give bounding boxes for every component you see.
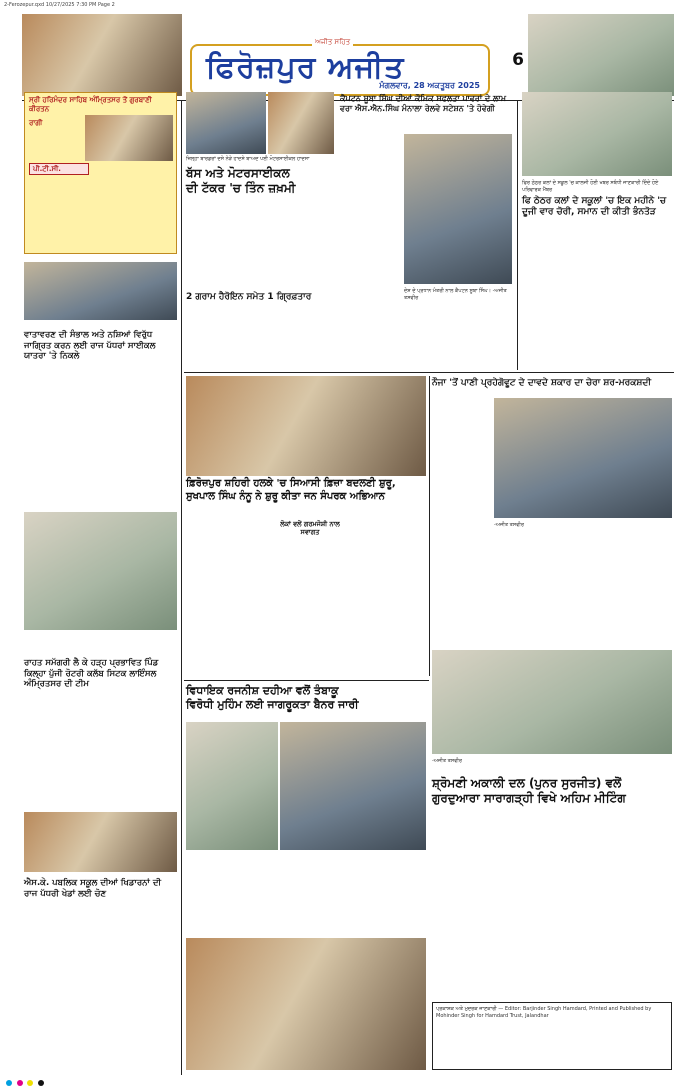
mla-text	[186, 852, 426, 932]
akali-text	[432, 812, 672, 1002]
masthead-left-photo	[22, 14, 182, 96]
golden-temple-photo	[85, 115, 173, 161]
school-theft-headline: ਫਿ ਠੇਠਰ ਕਲਾਂ ਦੇ ਸਕੂਲਾਂ 'ਚ ਇਕ ਮਹੀਨੇ 'ਚ ਦੂਜੀ ਵਾਰ ਚੋਰੀ, ਸਮਾਨ ਦੀ ਕੀਤੀ ਭੰਨਤੋੜ	[522, 196, 667, 218]
column-rule-1	[181, 100, 182, 1075]
school-theft-text	[522, 232, 672, 370]
school-theft-caption: ਫਿਰ ਠੇਠਰ ਕਲਾਂ ਦੇ ਸਕੂਲ 'ਚ ਕਾਲਜੀ ਹੋਈ ਖਬਰ ਸਬੰਧੀ ਜਾਣਕਾਰੀ ਦਿੰਦੇ ਹੋਏ ਪਰਿਵਾਰਕ ਮੈਂਬਰ	[522, 180, 659, 193]
heroin-text	[186, 310, 336, 370]
gurbani-box-subtitle: ਰਾਗੀ	[29, 118, 43, 127]
print-footer	[0, 1078, 687, 1089]
captain-modi-caption: ਦੇਸ਼ ਦੇ ਪ੍ਰਧਾਨ ਮੰਤਰੀ ਨਾਲ ਕੈਪਟਨ ਸੂਬਾ ਸਿੰਘ। -ਅਜੀਤ ਤਸਵੀਰ	[404, 288, 507, 301]
masthead-date: ਮੰਗਲਵਾਰ, 28 ਅਕਤੂਬਰ 2025	[379, 81, 480, 90]
black-dot	[38, 1080, 44, 1086]
bus-accident-photo-2	[268, 92, 334, 154]
masthead-title: ਫਿਰੋਜ਼ਪੁਰ ਅਜੀਤ	[206, 50, 405, 85]
publisher-note: ਪ੍ਰਕਾਸ਼ਕ ਅਤੇ ਮੁਦਰਕ ਜਾਣਕਾਰੀ — Editor: Barjinder Singh Hamdard, Printed and Published by Mohinder Singh for Hamdard Trust, Jalandhar	[436, 1006, 652, 1019]
column-rule-2	[517, 100, 518, 370]
masthead-tagline: ਅਜੀਤ ਸਹਿਤ	[312, 38, 353, 47]
akali-meeting-photo	[186, 938, 426, 1070]
print-info-strip: 2-Ferozepur.qxd 10/27/2025 7:30 PM Page 2	[4, 2, 115, 8]
gurbani-box	[24, 92, 177, 254]
cyan-dot	[6, 1080, 12, 1086]
school-theft-photo	[522, 92, 672, 176]
gurbani-box-title: ਸ੍ਰੀ ਹਰਿਮੰਦਰ ਸਾਹਿਬ ਅੰਮ੍ਰਿਤਸਰ ਤੋਂ ਗੁਰਬਾਣੀ ਕੀਰਤਨ	[29, 96, 152, 113]
column-rule-3	[429, 376, 430, 676]
publisher-box	[432, 1002, 672, 1070]
ptc-badge	[29, 163, 89, 175]
captain-text-2	[340, 300, 515, 368]
yellow-dot	[27, 1080, 33, 1086]
captain-text	[340, 134, 402, 312]
water-photo	[494, 398, 672, 518]
campaign-text	[186, 510, 426, 678]
relief-team-photo	[24, 512, 177, 630]
akali-group-photo	[432, 650, 672, 754]
campaign-subhead: ਲੋਕਾਂ ਵਲੋਂ ਗਰਮਜੋਸ਼ੀ ਨਾਲ ਸਵਾਗਤ	[280, 520, 340, 537]
water-text-2	[432, 530, 672, 648]
heroin-headline: 2 ਗਰਾਮ ਹੈਰੋਇਨ ਸਮੇਤ 1 ਗ੍ਰਿਫ਼ਤਾਰ	[186, 292, 312, 302]
cycle-rally-photo	[24, 262, 177, 320]
masthead	[190, 38, 490, 96]
captain-headline: ਕੈਪਟਨ ਸੂਬਾ ਸਿੰਘ ਦੀਆਂ ਕੌਮਿਕ ਸਫਲਤਾ ਪਾਵਰਾਂ ਦੇ ਲਾਮ ਵਰਾ ਐਸ.ਐਨ.ਸਿੰਘ ਮੰਨਾਲਾ ਰੇਲਵੇ ਸਟੇਸ਼ਨ 'ਤੇ ਹੋਵੇਗੀ	[340, 94, 506, 113]
mla-photo-1	[186, 722, 278, 850]
section-rule-2	[184, 680, 429, 681]
bus-accident-text	[186, 210, 336, 296]
gurbani-schedule-text	[29, 179, 173, 249]
page-number: 6	[512, 50, 524, 70]
water-headline: ਨੌਜਾ 'ਤੋਂ ਪਾਣੀ ਪ੍ਰਹੇਗੋਵੂਟ ਦੇ ਦਾਵਦੇ ਸ਼ਕਾਰ ਦਾ ਚੇਰਾ ਸ਼ਰ-ਮਰਕਸ਼ਦੀ	[432, 378, 652, 388]
water-text	[432, 396, 492, 524]
bus-accident-headline: ਬੱਸ ਅਤੇ ਮੋਟਰਸਾਈਕਲ ਦੀ ਟੱਕਰ 'ਚ ਤਿੰਨ ਜ਼ਖ਼ਮੀ	[186, 166, 296, 195]
water-caption: -ਅਜੀਤ ਤਸਵੀਰ	[494, 522, 524, 528]
mla-photo-2	[280, 722, 426, 850]
bus-accident-photo-1	[186, 92, 266, 154]
sports-text	[24, 916, 177, 1070]
sports-headline: ਐਸ.ਕੇ. ਪਬਲਿਕ ਸਕੂਲ ਦੀਆਂ ਖਿਡਾਰਨਾਂ ਦੀ ਰਾਜ ਪੱਧਰੀ ਖੇਡਾਂ ਲਈ ਚੋਣ	[24, 878, 161, 899]
mla-banner-headline: ਵਿਧਾਇਕ ਰਜਨੀਸ਼ ਦਹੀਆ ਵਲੋਂ ਤੰਬਾਕੂ ਵਿਰੋਧੀ ਮੁਹਿੰਮ ਲਈ ਜਾਗਰੂਕਤਾ ਬੈਨਰ ਜਾਰੀ	[186, 684, 359, 711]
campaign-photo	[186, 376, 426, 476]
section-rule-1	[184, 372, 674, 373]
cycle-rally-headline: ਵਾਤਾਵਰਣ ਦੀ ਸੰਭਾਲ ਅਤੇ ਨਸ਼ਿਆਂ ਵਿਰੁੱਧ ਜਾਗ੍ਰਿਤ ਕਰਨ ਲਈ ਰਾਜ ਪੱਧਰਾਂ ਸਾਈਕਲ ਯਾਤਰਾ 'ਤੇ ਨਿਕਲੇ	[24, 330, 156, 362]
masthead-right-photo	[528, 14, 674, 96]
akali-headline: ਸ਼੍ਰੋਮਣੀ ਅਕਾਲੀ ਦਲ (ਪੁਨਰ ਸੁਰਜੀਤ) ਵਲੋਂ ਗੁਰਦੁਆਰਾ ਸਾਰਾਗੜ੍ਹੀ ਵਿਖੇ ਅਹਿਮ ਮੀਟਿੰਗ	[432, 776, 626, 805]
bus-accident-caption: ਜ਼ਿਲ੍ਹਾ ਬਾਰਡਰਾਂ ਦਸੇ ਨੇੜੇ ਹਾਦਸੇ ਬਾਅਦ ਪਈ ਮੋਟਰਸਾਈਕਲ ਹਾਦਸਾ	[186, 156, 310, 162]
magenta-dot	[17, 1080, 23, 1086]
akali-caption: -ਅਜੀਤ ਤਸਵੀਰ	[432, 758, 462, 764]
sports-girls-photo	[24, 812, 177, 872]
campaign-headline: ਫ਼ਿਰੋਜ਼ਪੁਰ ਸ਼ਹਿਰੀ ਹਲਕੇ 'ਚ ਸਿਆਸੀ ਫ਼ਿਜ਼ਾ ਬਦਲਣੀ ਸ਼ੁਰੂ, ਸੁਖਪਾਲ ਸਿੰਘ ਨੰਨੂ ਨੇ ਸ਼ੁਰੂ ਕੀਤਾ ਜਨ ਸੰਪਰਕ ਅਭਿਆਨ	[186, 478, 396, 502]
captain-modi-photo	[404, 134, 512, 284]
relief-headline: ਰਾਹਤ ਸਮੱਗਰੀ ਲੈ ਕੇ ਹੜ੍ਹ ਪ੍ਰਭਾਵਿਤ ਪਿੰਡ ਕਿਲ੍ਹਾ ਪੁੱਜੀ ਰੋਟਰੀ ਕਲੱਬ ਸਿਟਕ ਲਾਇੰਸਲ ਅੰਮ੍ਰਿਤਸਰ ਦੀ ਟੀਮ	[24, 658, 159, 690]
cycle-rally-text	[24, 370, 177, 508]
ptc-label: ਪੀ.ਟੀ.ਸੀ.	[33, 165, 61, 173]
